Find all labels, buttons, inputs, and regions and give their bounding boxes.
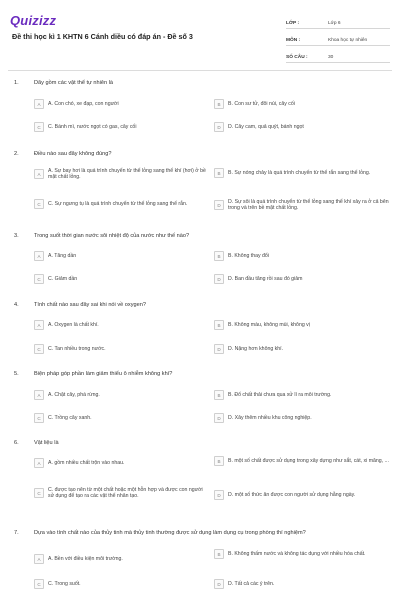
option-a[interactable] <box>34 554 208 564</box>
option-letter-badge: B <box>214 390 224 400</box>
option-d[interactable] <box>214 122 390 132</box>
question-text: Biện pháp góp phần làm giảm thiểu ô nhiễm không khí? <box>34 371 173 377</box>
option-b[interactable] <box>214 251 390 261</box>
option-text: B. Đổ chất thải chưa qua xử lí ra môi trường. <box>228 391 332 398</box>
option-b[interactable] <box>214 456 390 466</box>
option-letter-badge: A <box>34 251 44 261</box>
option-letter-badge: D <box>214 200 224 210</box>
meta-key: LỚP : <box>286 21 300 26</box>
meta-value: 30 <box>328 55 334 60</box>
option-c[interactable] <box>34 344 208 354</box>
meta-row-class <box>286 14 390 29</box>
question-text: Tính chất nào sau đây sai khi nói về oxygen? <box>34 302 146 308</box>
document-title: Đề thi học kì 1 KHTN 6 Cánh diều có đáp án - Đề số 3 <box>12 32 193 41</box>
option-text: D. Cây cam, quả quýt, bánh ngọt <box>228 123 304 130</box>
option-b[interactable] <box>214 549 390 559</box>
option-d[interactable] <box>214 199 390 212</box>
option-a[interactable] <box>34 390 208 400</box>
option-letter-badge: B <box>214 320 224 330</box>
option-d[interactable] <box>214 579 390 589</box>
question-number: 7. <box>14 530 19 536</box>
option-text: C. Trong suốt. <box>48 580 81 587</box>
header-divider <box>8 70 392 71</box>
meta-row-count <box>286 48 390 63</box>
option-c[interactable] <box>34 274 208 284</box>
option-text: B. Không màu, không mùi, không vị <box>228 321 310 328</box>
option-text: B. Sự nóng chảy là quá trình chuyển từ thể rắn sang thể lỏng. <box>228 169 371 176</box>
option-letter-badge: D <box>214 490 224 500</box>
option-letter-badge: C <box>34 413 44 423</box>
option-letter-badge: D <box>214 122 224 132</box>
option-letter-badge: C <box>34 344 44 354</box>
option-a[interactable] <box>34 458 208 468</box>
option-text: C. Trồng cây xanh. <box>48 414 92 421</box>
option-text: D. một số thức ăn được con người sử dụng hằng ngày. <box>228 491 356 498</box>
option-text: C. Giảm dần <box>48 275 78 282</box>
option-letter-badge: A <box>34 169 44 179</box>
option-a[interactable] <box>34 251 208 261</box>
option-letter-badge: A <box>34 554 44 564</box>
option-text: B. Không thay đổi <box>228 252 269 259</box>
meta-key: MÔN : <box>286 38 301 43</box>
option-letter-badge: A <box>34 458 44 468</box>
option-text: A. Sự bay hơi là quá trình chuyển từ thể lỏng sang thể khí (hơi) ở bề mặt chất lỏng. <box>48 168 206 181</box>
option-text: A. Bền với điều kiện môi trường. <box>48 555 123 562</box>
option-letter-badge: D <box>214 344 224 354</box>
question-number: 3. <box>14 233 19 239</box>
option-letter-badge: A <box>34 390 44 400</box>
option-text: D. Nặng hơn không khí. <box>228 345 284 352</box>
option-d[interactable] <box>214 413 390 423</box>
option-b[interactable] <box>214 99 390 109</box>
option-text: B. Không thấm nước và không tác dụng với nhiều hóa chất. <box>228 550 366 557</box>
question-text: Vật liệu là <box>34 440 59 446</box>
option-text: D. Sự sôi là quá trình chuyển từ thể lỏng sang thể khí xảy ra ở cả bên trong và trên bề mặt chất lỏng. <box>228 199 389 212</box>
option-text: C. được tạo nên từ một chất hoặc một hỗn hợp và được con người sử dụng để tạo ra các vật thể nhân tạo. <box>48 487 203 500</box>
question-number: 1. <box>14 80 19 86</box>
option-text: B. Con sư tử, đôi núi, cây cối <box>228 100 295 107</box>
question-text: Dựa vào tính chất nào của thủy tinh mà thủy tinh thường được sử dụng làm dụng cụ trong phòng thí nghiệm? <box>34 530 306 536</box>
option-b[interactable] <box>214 320 390 330</box>
question-number: 5. <box>14 371 19 377</box>
option-letter-badge: B <box>214 549 224 559</box>
option-c[interactable] <box>34 579 208 589</box>
meta-value: Lớp 6 <box>328 21 341 26</box>
option-d[interactable] <box>214 344 390 354</box>
option-text: D. Ban đầu tăng rồi sau đó giảm <box>228 275 303 282</box>
option-text: A. gồm nhiều chất trộn vào nhau. <box>48 459 125 466</box>
option-text: D. Xây thêm nhiều khu công nghiệp. <box>228 414 312 421</box>
question-number: 4. <box>14 302 19 308</box>
option-text: A. Chặt cây, phá rừng. <box>48 391 100 398</box>
option-letter-badge: D <box>214 274 224 284</box>
option-text: D. Tất cả các ý trên. <box>228 580 275 587</box>
option-b[interactable] <box>214 168 390 178</box>
option-letter-badge: C <box>34 579 44 589</box>
option-a[interactable] <box>34 99 208 109</box>
meta-key: SỐ CÂU : <box>286 55 308 60</box>
option-text: C. Sự ngưng tụ là quá trình chuyển từ thể lỏng sang thể rắn. <box>48 200 188 207</box>
option-letter-badge: C <box>34 274 44 284</box>
question-number: 6. <box>14 440 19 446</box>
document-header <box>0 0 400 70</box>
option-text: B. một số chất được sử dụng trong xây dựng như sắt, cát, xi măng, ... <box>228 457 389 464</box>
option-letter-badge: A <box>34 320 44 330</box>
question-text: Dãy gồm các vật thể tự nhiên là <box>34 80 113 86</box>
option-text: A. Con chó, xe đạp, con người <box>48 100 119 107</box>
option-letter-badge: B <box>214 99 224 109</box>
option-letter-badge: C <box>34 488 44 498</box>
question-number: 2. <box>14 151 19 157</box>
question-text: Trong suốt thời gian nước sôi nhiệt độ của nước như thế nào? <box>34 233 190 239</box>
option-b[interactable] <box>214 390 390 400</box>
option-letter-badge: B <box>214 168 224 178</box>
option-text: C. Bánh mì, nước ngọt có gas, cây cối <box>48 123 137 130</box>
option-c[interactable] <box>34 413 208 423</box>
option-a[interactable] <box>34 168 208 181</box>
option-letter-badge: C <box>34 122 44 132</box>
option-text: C. Tan nhiều trong nước. <box>48 345 106 352</box>
meta-value: Khoa học tự nhiên <box>328 38 368 43</box>
option-text: A. Oxygen là chất khí. <box>48 321 99 328</box>
option-c[interactable] <box>34 199 208 209</box>
option-letter-badge: B <box>214 456 224 466</box>
option-letter-badge: D <box>214 579 224 589</box>
option-c[interactable] <box>34 487 208 500</box>
option-d[interactable] <box>214 490 390 500</box>
option-letter-badge: A <box>34 99 44 109</box>
option-letter-badge: B <box>214 251 224 261</box>
option-text: A. Tăng dần <box>48 252 77 259</box>
option-letter-badge: C <box>34 199 44 209</box>
meta-row-subject <box>286 31 390 46</box>
option-letter-badge: D <box>214 413 224 423</box>
option-a[interactable] <box>34 320 208 330</box>
option-d[interactable] <box>214 274 390 284</box>
question-text: Điều nào sau đây không đúng? <box>34 151 112 157</box>
quizizz-logo: Quizizz <box>10 13 57 28</box>
option-c[interactable] <box>34 122 208 132</box>
meta-table <box>286 14 390 65</box>
